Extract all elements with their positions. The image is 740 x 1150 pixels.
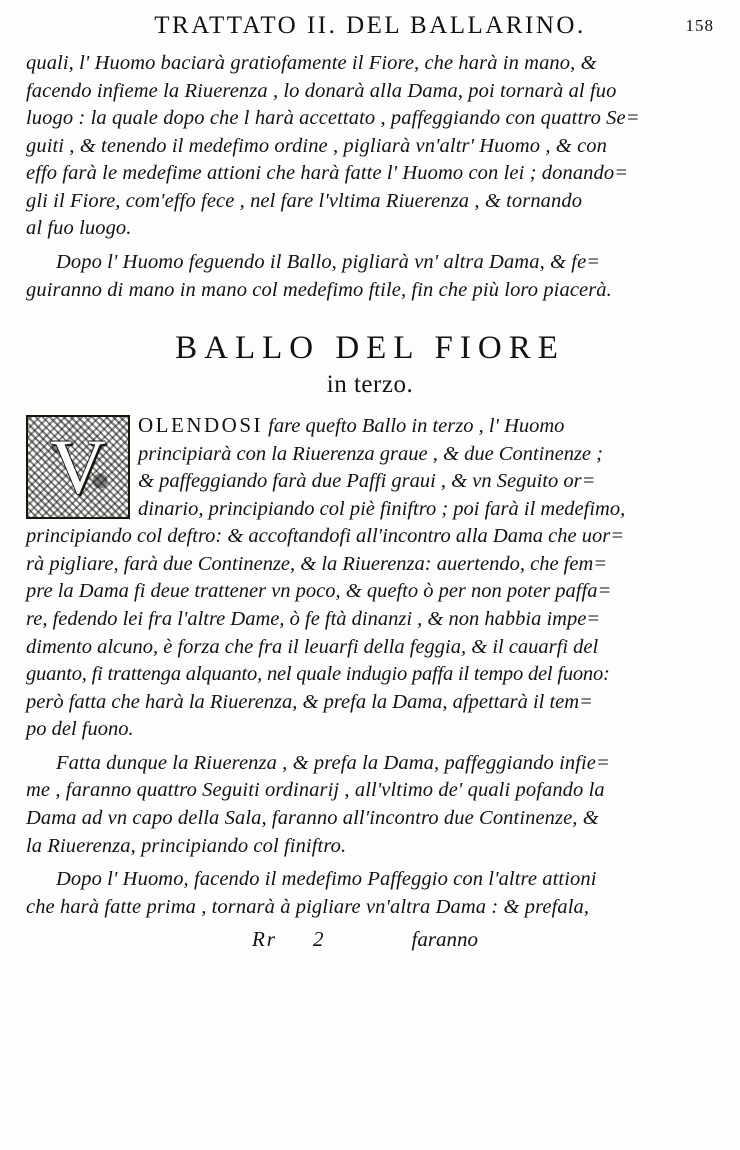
catchword: faranno bbox=[411, 927, 478, 952]
text-line: re, fedendo lei fra l'altre Dame, ò fe ftà dinanzi , & non habbia impe= bbox=[26, 608, 601, 630]
text-line: facendo infieme la Riuerenza , lo donarà alla Dama, poi tornarà al fuo bbox=[26, 79, 617, 102]
paragraph-1 bbox=[26, 50, 714, 243]
page-footer bbox=[26, 927, 714, 952]
text-line-rest: fare quefto Ballo in terzo , l' Huomo bbox=[268, 415, 565, 438]
drop-cap-letter: V bbox=[49, 423, 107, 511]
text-line: effo farà le medefime attioni che harà fatte l' Huomo con lei ; donando= bbox=[26, 162, 629, 185]
paragraph-4 bbox=[26, 750, 714, 860]
text-line: me , faranno quattro Seguiti ordinarij , all'vltimo de' quali pofando la bbox=[26, 779, 605, 802]
text-line: Dama ad vn capo della Sala, faranno all'incontro due Continenze, & bbox=[26, 806, 599, 829]
text-line: guiti , & tenendo il medefimo ordine , pigliarà vn'altr' Huomo , & con bbox=[26, 134, 607, 157]
text-line: gli il Fiore, com'effo fece , nel fare l'vltima Riuerenza , & tornando bbox=[26, 189, 583, 212]
decorated-initial-block bbox=[26, 415, 130, 519]
paragraph-3 bbox=[26, 411, 714, 744]
text-line: pre la Dama fi deue trattener vn poco, & quefto ò per non poter paffa= bbox=[26, 580, 612, 603]
signature-mark: Rr bbox=[251, 927, 277, 952]
running-head bbox=[0, 0, 740, 46]
text-line: dinario, principiando col piè finiftro ; poi farà il medefimo, bbox=[138, 497, 626, 520]
text-line: che harà fatte prima , tornarà à pigliare vn'altra Dama : & prefala, bbox=[26, 895, 590, 918]
text-line: po del fuono. bbox=[26, 718, 134, 741]
text-line: quali, l' Huomo baciarà gratiofamente il Fiore, che harà in mano, & bbox=[26, 52, 597, 74]
text-line: Fatta dunque la Riuerenza , & prefa la Dama, paffeggiando infie= bbox=[56, 751, 610, 774]
section-heading-subtitle: in terzo. bbox=[326, 371, 414, 399]
text-line: guanto, fi trattenga alquanto, nel quale indugio paffa il tempo del fuono: bbox=[26, 663, 610, 686]
text-line: & paffeggiando farà due Paffi graui , & vn Seguito or= bbox=[138, 470, 596, 493]
text-line: principiarà con la Riuerenza graue , & due Continenze ; bbox=[138, 442, 603, 465]
text-line: Dopo l' Huomo feguendo il Ballo, pigliarà vn' altra Dama, & fe= bbox=[56, 250, 601, 273]
paragraph-5 bbox=[26, 866, 714, 921]
text-line: però fatta che harà la Riuerenza, & prefa la Dama, afpettarà il tem= bbox=[26, 690, 593, 713]
text-line: luogo : la quale dopo che l harà accettato , paffeggiando con quattro Se= bbox=[26, 107, 640, 130]
signature-number: 2 bbox=[312, 927, 326, 952]
text-line: al fuo luogo. bbox=[26, 217, 132, 240]
text-line: principiando col deftro: & accoftandofi all'incontro alla Dama che uor= bbox=[26, 525, 625, 548]
text-line: la Riuerenza, principiando col finiftro. bbox=[26, 834, 347, 857]
small-caps-opening: OLENDOSI bbox=[138, 413, 263, 438]
text-line: rà pigliare, farà due Continenze, & la Riuerenza: auertendo, che fem= bbox=[26, 552, 608, 575]
paragraph-2 bbox=[26, 249, 714, 304]
section-heading bbox=[26, 330, 714, 399]
page-body bbox=[0, 46, 740, 952]
text-line: Dopo l' Huomo, facendo il medefimo Paffeggio con l'altre attioni bbox=[56, 868, 597, 891]
text-line: dimento alcuno, è forza che fra il leuarfi della feggia, & il cauarfi del bbox=[26, 635, 599, 658]
running-head-title: TRATTATO II. DEL BALLARINO. bbox=[154, 11, 586, 40]
section-heading-title: BALLO DEL FIORE bbox=[175, 330, 565, 367]
page-number: 158 bbox=[685, 16, 714, 35]
text-line: guiranno di mano in mano col medefimo ftile, fin che più loro piacerà. bbox=[26, 278, 612, 301]
dropcap-text-continued bbox=[26, 523, 714, 744]
